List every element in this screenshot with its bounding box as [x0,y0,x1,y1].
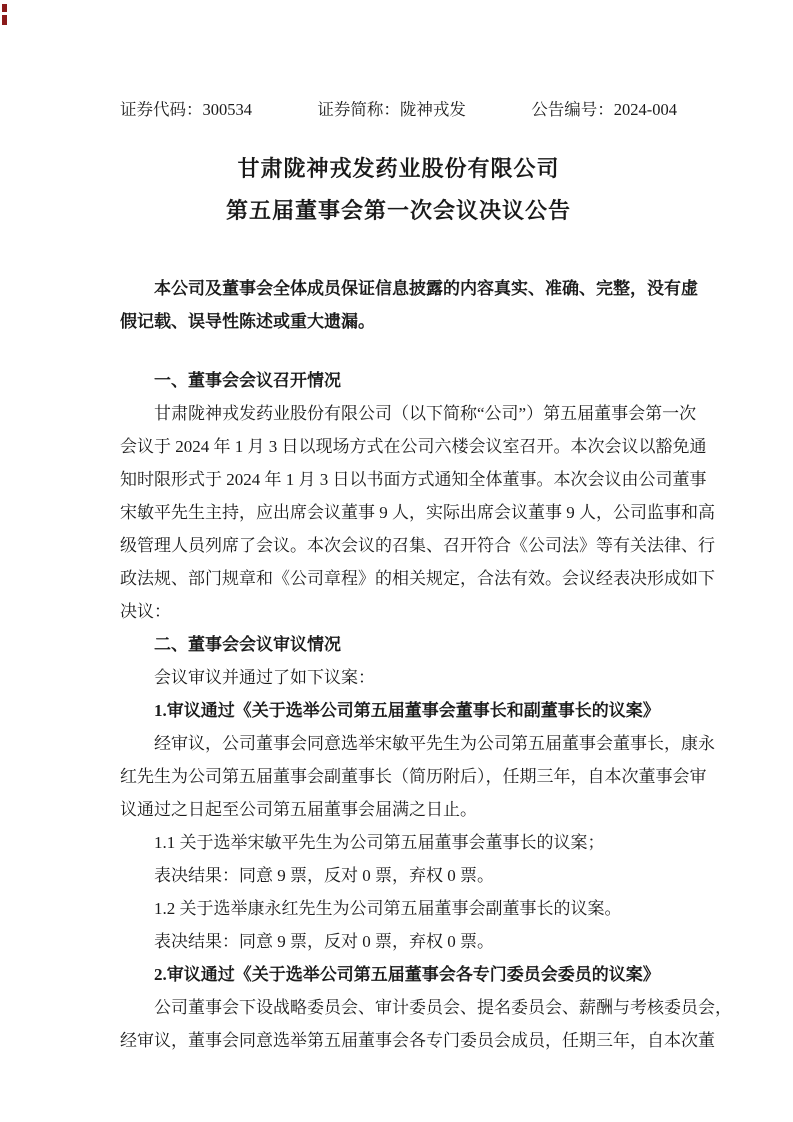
document-line: 本公司及董事会全体成员保证信息披露的内容真实、准确、完整，没有虚 [154,279,698,298]
document-line: 1.审议通过《关于选举公司第五届董事会董事长和副董事长的议案》 [154,701,660,720]
red-corner-mark [2,4,7,12]
stock-code-label: 证券代码：300534 [120,100,252,119]
document-body [120,272,732,1057]
announcement-no-label: 公告编号：2024-004 [531,100,677,119]
document-header [120,0,677,120]
company-title: 甘肃陇神戎发药业股份有限公司 [237,156,560,181]
document-line: 甘肃陇神戎发药业股份有限公司（以下简称“公司”）第五届董事会第一次 [154,404,697,423]
document-line: 2.审议通过《关于选举公司第五届董事会各专门委员会委员的议案》 [154,965,660,984]
document-line: 知时限形式于 2024 年 1 月 3 日以书面方式通知全体董事。本次会议由公司董事 [120,470,707,489]
document-content [120,0,732,1057]
document-line: 议通过之日起至公司第五届董事会届满之日止。 [120,800,477,819]
document-line: 决议： [120,602,171,621]
document-line: 经审议，公司董事会同意选举宋敏平先生为公司第五届董事会董事长，康永 [154,734,715,753]
document-line: 会议审议并通过了如下议案： [154,668,375,687]
document-line: 宋敏平先生主持，应出席会议董事 9 人，实际出席会议董事 9 人，公司监事和高 [120,503,715,522]
red-corner-mark [2,15,7,25]
document-line: 公司董事会下设战略委员会、审计委员会、提名委员会、薪酬与考核委员会， [154,998,732,1017]
document-line: 红先生为公司第五届董事会副董事长（简历附后），任期三年，自本次董事会审 [120,767,707,786]
document-line: 二、董事会会议审议情况 [154,635,341,654]
document-line: 表决结果：同意 9 票，反对 0 票，弃权 0 票。 [154,932,494,951]
document-line: 经审议，董事会同意选举第五届董事会各专门委员会成员，任期三年，自本次董 [120,1031,715,1050]
document-line: 会议于 2024 年 1 月 3 日以现场方式在公司六楼会议室召开。本次会议以豁免通 [120,437,707,456]
title-block [120,154,677,226]
announcement-title: 第五届董事会第一次会议决议公告 [225,198,571,223]
stock-name-label: 证券简称：陇神戎发 [317,100,466,119]
document-line: 政法规、部门规章和《公司章程》的相关规定，合法有效。会议经表决形成如下 [120,569,715,588]
document-line: 表决结果：同意 9 票，反对 0 票，弃权 0 票。 [154,866,494,885]
document-line: 一、董事会会议召开情况 [154,371,341,390]
document-line: 1.2 关于选举康永红先生为公司第五届董事会副董事长的议案。 [154,899,622,918]
document-line: 级管理人员列席了会议。本次会议的召集、召开符合《公司法》等有关法律、行 [120,536,715,555]
document-line: 假记载、误导性陈述或重大遗漏。 [120,312,375,331]
document-line: 1.1 关于选举宋敏平先生为公司第五届董事会董事长的议案； [154,833,605,852]
